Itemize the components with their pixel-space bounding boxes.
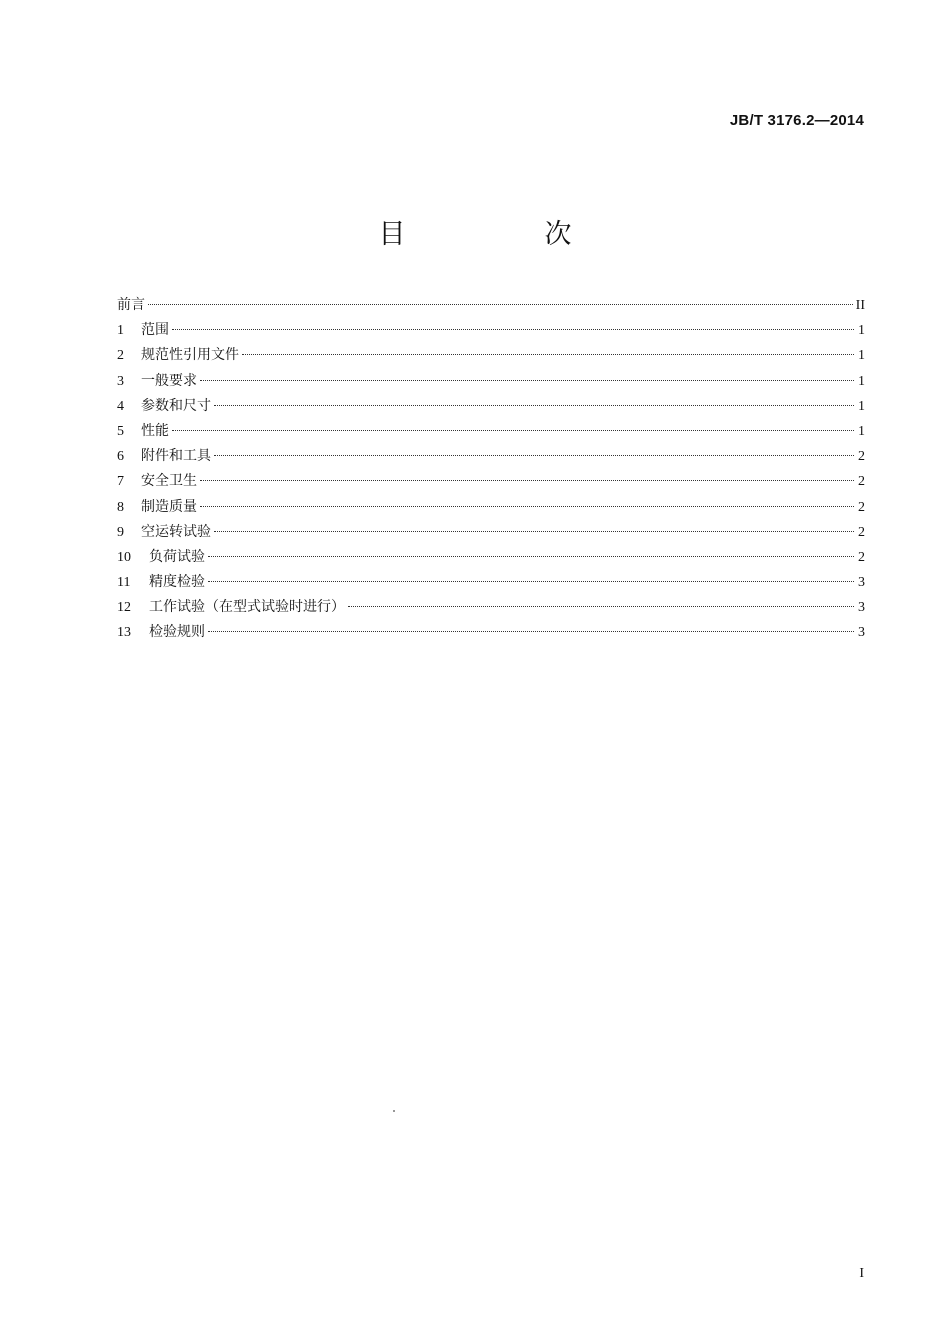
toc-entry-number: 9 bbox=[117, 524, 124, 540]
toc-entry-page: 1 bbox=[858, 323, 865, 339]
toc-dot-leader bbox=[208, 556, 854, 557]
toc-entry[interactable] bbox=[117, 520, 865, 545]
toc-dot-leader bbox=[172, 329, 854, 330]
toc-entry-label: 制造质量 bbox=[141, 498, 197, 515]
toc-entry-label: 检验规则 bbox=[149, 624, 205, 641]
toc-entry-number: 11 bbox=[117, 575, 131, 591]
toc-entry-label: 工作试验（在型式试验时进行） bbox=[149, 599, 345, 616]
toc-dot-leader bbox=[214, 531, 854, 532]
toc-entry[interactable] bbox=[117, 419, 865, 444]
toc-dot-leader bbox=[214, 455, 854, 456]
toc-entry[interactable] bbox=[117, 369, 865, 394]
toc-dot-leader bbox=[208, 631, 854, 632]
toc-dot-leader bbox=[348, 606, 854, 607]
toc-entry[interactable] bbox=[117, 444, 865, 469]
toc-dot-leader bbox=[148, 304, 853, 305]
toc-entry-page: 1 bbox=[858, 348, 865, 364]
toc-entry-page: 2 bbox=[858, 499, 865, 515]
toc-entry-label: 范围 bbox=[141, 322, 169, 339]
toc-entry[interactable] bbox=[117, 343, 865, 368]
toc-entry-label: 负荷试验 bbox=[149, 548, 205, 565]
table-of-contents bbox=[117, 293, 865, 646]
page-number: I bbox=[859, 1266, 864, 1281]
toc-entry-label: 安全卫生 bbox=[141, 473, 197, 490]
toc-entry-number: 4 bbox=[117, 398, 124, 414]
toc-dot-leader bbox=[200, 506, 854, 507]
toc-entry[interactable] bbox=[117, 495, 865, 520]
toc-dot-leader bbox=[208, 581, 854, 582]
toc-entry-page: 3 bbox=[858, 625, 865, 641]
standard-number: JB/T 3176.2—2014 bbox=[729, 112, 864, 129]
toc-entry-page: 3 bbox=[858, 575, 865, 591]
toc-entry-label: 前言 bbox=[117, 297, 145, 313]
toc-entry-page: 3 bbox=[858, 600, 865, 616]
toc-entry-page: II bbox=[855, 298, 865, 313]
toc-entry[interactable] bbox=[117, 318, 865, 343]
toc-dot-leader bbox=[172, 430, 854, 431]
toc-dot-leader bbox=[214, 405, 854, 406]
toc-entry-number: 8 bbox=[117, 499, 124, 515]
toc-entry-page: 1 bbox=[858, 373, 865, 389]
toc-dot-leader bbox=[200, 480, 854, 481]
toc-entry[interactable] bbox=[117, 394, 865, 419]
toc-entry-label: 附件和工具 bbox=[141, 448, 211, 465]
toc-dot-leader bbox=[242, 354, 854, 355]
toc-entry-page: 2 bbox=[858, 449, 865, 465]
toc-entry-page: 2 bbox=[858, 524, 865, 540]
toc-entry-number: 7 bbox=[117, 474, 124, 490]
toc-entry[interactable] bbox=[117, 545, 865, 570]
toc-entry-page: 2 bbox=[858, 549, 865, 565]
toc-entry-number: 13 bbox=[117, 625, 131, 641]
toc-entry-label: 精度检验 bbox=[149, 574, 205, 591]
toc-dot-leader bbox=[200, 380, 854, 381]
toc-entry-label: 性能 bbox=[141, 422, 169, 439]
toc-entry[interactable] bbox=[117, 570, 865, 595]
toc-entry-number: 6 bbox=[117, 449, 124, 465]
toc-entry-number: 2 bbox=[117, 348, 124, 364]
toc-entry-number: 3 bbox=[117, 373, 124, 389]
toc-entry-number: 5 bbox=[117, 423, 124, 439]
toc-entry-page: 1 bbox=[858, 398, 865, 414]
toc-entry[interactable] bbox=[117, 620, 865, 645]
toc-entry-number: 12 bbox=[117, 600, 131, 616]
toc-entry[interactable] bbox=[117, 469, 865, 494]
toc-entry-number: 1 bbox=[117, 323, 124, 339]
page-title: 目 次 bbox=[378, 219, 628, 250]
toc-entry-number: 10 bbox=[117, 549, 131, 565]
toc-entry[interactable] bbox=[117, 293, 865, 318]
scan-speck bbox=[393, 1110, 395, 1112]
toc-entry-page: 1 bbox=[858, 423, 865, 439]
toc-entry[interactable] bbox=[117, 595, 865, 620]
toc-entry-label: 规范性引用文件 bbox=[141, 347, 239, 364]
toc-entry-page: 2 bbox=[858, 474, 865, 490]
toc-entry-label: 参数和尺寸 bbox=[141, 397, 211, 414]
toc-entry-label: 一般要求 bbox=[141, 372, 197, 389]
toc-entry-label: 空运转试验 bbox=[141, 523, 211, 540]
